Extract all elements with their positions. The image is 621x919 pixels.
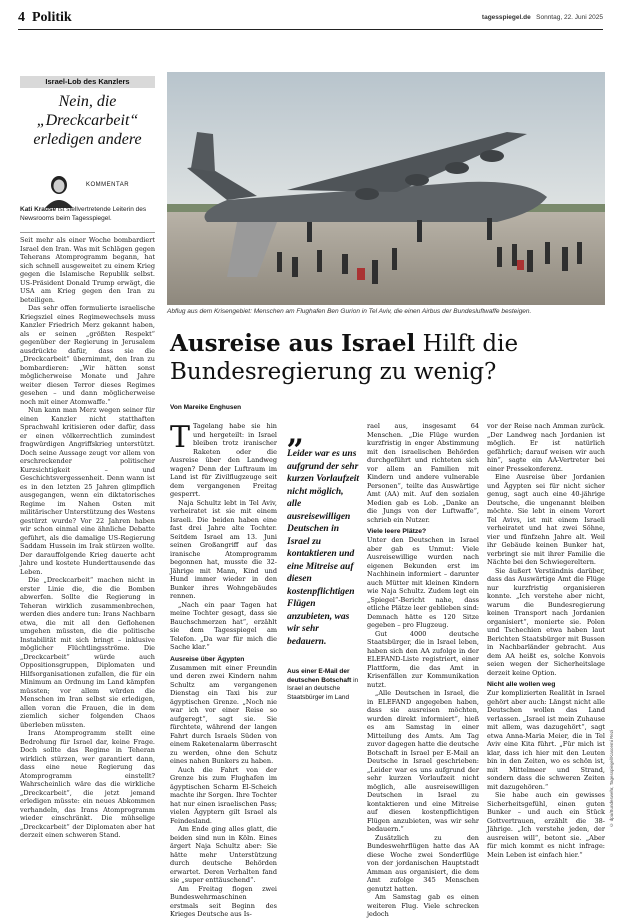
- paragraph: rael aus, insgesamt 64 Menschen. „Die Flüge wurden kurzfristig in enger Abstimmung mit den israelischen Behörden durchgeführt und richteten sich vor allem an Familien mit Kindern und andere vulnerable Personen“, teilte das Auswärtige Amt (AA) mit. Auf den sozialen Medien gab es Lob. „Danke an die Jungs von der Luftwaffe“, schrieb ein Nutzer.: [367, 422, 479, 524]
- paragraph: Sie äußert Verständnis darüber, dass das Auswärtige Amt die Flüge nur kurzfristig organisieren konnte. „Ich verstehe aber nicht, warum die Bundesregierung keinen Transport nach Jordanien organisiert“, monierte sie. Polen und Tschechien etwa haben laut Berichten Staatsbürger mit Bussen in Nachbarländer gebracht. Aus dem AA heißt es, solche Konvois seien wegen der Sicherheitslage derzeit keine Option.: [487, 566, 605, 677]
- photo-caption: Abflug aus dem Krisengebiet: Menschen am Flughafen Ben Gurion in Tel Aviv, die einen Airbus der Bundesluftwaffe besteigen.: [167, 308, 532, 315]
- page-label: 4 Politik: [18, 10, 72, 25]
- paragraph: Unter den Deutschen in Israel aber gab es Unmut: Viele Ausreisewillige wurden nach eigenen Bekunden erst im Nachhinein informiert – darunter auch Mütter mit kleinen Kindern wie Naja Schultz. Zudem legt ein „Spiegel“-Bericht nahe, dass etliche Plätze leer geblieben sind: Demnach hätte es 120 Sitze gegeben – pro Flugzeug.: [367, 536, 479, 629]
- article-col-3: [487, 422, 605, 859]
- comment-title: Nein, die „Dreckcarbeit“ erledigen andere: [33, 93, 142, 148]
- author-photo: [40, 170, 78, 208]
- paragraph: „Alle Deutschen in Israel, die in ELEFAND angegeben haben, dass sie ausreisen möchten, wurden direkt informiert“, hieß es am Samstag in einer Mitteilung des Amts. Am Tag zuvor dagegen hatte die deutsche Botschaft in Israel per E-Mail an Deutsche in Israel geschrieben: „Leider war es uns aufgrund der sehr kurzen Vorlaufzeit nicht möglich, alle ausreisewilligen Deutschen in Israel zu kontaktieren und eine Mitreise auf diesen kostenpflichtigen Flügen anzubieten, was wir sehr bedauern.“: [367, 689, 479, 833]
- paragraph: Nun kann man Merz wegen seiner für einen Kanzler nicht statthaften Sprachwahl kritisieren oder dafür, dass er einen völkerrechtlich zumindest fragwürdigen Angriffskrieg unterstützt. Doch seine Aussage zeugt vor allem von erschreckender politischer Kurzsichtigkeit – und Geschichtsvergessenheit. Denn wann ist es in den letzten 25 Jahren glimpflich ausgegangen, wenn ein diktatorisches Regime im Nahen Osten mit militärischer Unterstützung des Westens gestürzt wurde? Vor 22 Jahren haben wir schon einmal eine ähnliche Debatte geführt, als die damalige US-Regierung Saddam Hussein im Irak stürzen wollte. Der darauffolgende Krieg dauerte acht Jahre und kostete Hunderttausende das Leben.: [20, 406, 155, 576]
- paragraph: Auch die Fahrt von der Grenze bis zum Flughafen im ägyptischen Scharm El-Scheich machte ihr Sorgen. Ihre Tochter hat nur einen israelischen Pass; vielen Ägyptern gilt Israel als Feindesland.: [170, 765, 277, 825]
- subheading: Ausreise über Ägypten: [170, 655, 245, 663]
- article-col-2: [367, 422, 479, 919]
- author-bio: Kati Krause ist stellvertretende Leiterin des Newsrooms beim Tagesspiegel.: [20, 206, 147, 222]
- paragraph: Gut 4000 deutsche Staatsbürger, die in Israel leben, haben sich den AA zufolge in der ELEFAND-Liste registriert, einer Plattform, die das Amt in Krisenfällen zur Kommunikation nutzt.: [367, 629, 479, 689]
- paragraph: Eine Ausreise über Jordanien und Ägypten sei für nicht sicher genug, sagt auch eine 40-jährige Deutsche, die ungenannt bleiben möchte. Sie lebt in einem Vorort Tel Avivs, ist mit einem Israeli verheiratet und hat zwei Söhne, vier und fünfzehn Jahre alt. Weil ihr Gebäude keinen Bunker hat, verbringt sie mit ihrer Familie die Nächte bei den Schwiegereltern.: [487, 473, 605, 566]
- quote-source: Aus einer E-Mail der deutschen Botschaft in Israel an deutsche Staatsbürger im Land: [287, 668, 359, 701]
- divider: [20, 232, 155, 233]
- paragraph: Am Ende ging alles glatt, die beiden sind nun in Köln. Eines ärgert Naja Schultz aber: Sie hätte mehr Unterstützung durch deutsche Behörden erwartet. Deren Verhalten fand sie „super enttäuschend“.: [170, 825, 277, 884]
- paragraph: Naja Schultz lebt in Tel Aviv, verheiratet ist sie mit einem Israeli. Die beiden haben eine fast drei Jahre alte Tochter. Seitdem Israel am 13. Juni seinen Großangriff auf das iranische Atomprogramm begonnen hat, musste die 32-Jährige mit Mann, Kind und Hund immer wieder in den Bunker ihres Wohngebäudes rennen.: [170, 498, 277, 600]
- subheading: Viele leere Plätze?: [367, 528, 427, 535]
- paragraph: Die „Dreckcarbeit“ machen nicht in erster Linie die, die die Bomben abwerfen. Sollte die Regierung in Teheran wirklich zusammenbrechen, werden dies andere tun: Irans Nachbarn etwa, die mit all den Geflohenen umgehen müssten, die die politische Instabilität mit sich bringt – inklusive möglicher Flüchtlingsströme. Die „Dreckcarbeit“ würde auch Oppositionsgruppen, Diplomaten und Hilfsorganisationen zufallen, die für ein Minimum an Ordnung im Land kämpfen müssten; vor allem würden die Menschen im Iran selbst sie erledigen, allen voran die Frauen, die in dem ziemlich sicher folgenden Chaos überleben müssten.: [20, 576, 155, 729]
- article-col-1: [170, 422, 277, 919]
- paragraph: Sie habe auch ein gewisses Sicherheitsgefühl, einen guten Bunker – und auch ein Stück Gottvertrauen, erzählt die 38-Jährige. „Ich verstehe jeden, der ausreisen will“, betont sie. „Aber für mich kommt es nicht infrage: Mein Leben ist einfach hier.“: [487, 791, 605, 859]
- paragraph: „Nach ein paar Tagen hat meine Tochter gesagt, dass sie Bauchschmerzen hat“, erzählt sie dem Tagesspiegel am Telefon. „Da war für mich die Sache klar.“: [170, 600, 277, 651]
- photo-credit: © dpa/Bundeswehr, Tagesspiegel/Kasoemi Rezi: [609, 730, 614, 828]
- page-header: [18, 8, 603, 30]
- paragraph: Das sehr offen formulierte israelische Kriegsziel eines Regimewechsels muss Kanzler Friedrich Merz gekannt haben, als er seinen „größten Respekt“ gegenüber der Regierung in Jerusalem ausdrückte dafür, dass sie die „Dreckcarbeit“ übernimmt, den Iran zu bombardieren: „Wir hätten sonst möglicherweise Monate und Jahre weiter diesen Terror dieses Regimes gesehen – und dann möglicherweise noch mit einer Atomwaffe.“: [20, 304, 155, 406]
- paragraph: Zusammen mit einer Freundin und deren zwei Kindern nahm Schultz am vergangenen Dienstag ein Taxi bis zur ägyptischen Grenze. „Noch nie war ich vor einer Reise so aufgeregt“, sagt sie. Sie fürchtete, während der langen Fahrt durch Israels Süden von einem Raketenalarm überrascht zu werden, ohne den Schutz eines nahen Bunkers zu haben.: [170, 663, 277, 765]
- paragraph: vor der Reise nach Amman zurück. „Der Landweg nach Jordanien ist möglich. Er ist natürlich gefährlich; darauf weisen wir auch hin“, sagte ein AA-Vertreter bei einer Pressekonferenz.: [487, 422, 605, 473]
- pull-quote: [287, 416, 360, 702]
- airport-photo: [167, 72, 605, 305]
- site-date: tagesspiegel.de Sonntag, 22. Juni 2025: [481, 14, 603, 21]
- quote-mark: „: [287, 416, 305, 451]
- paragraph: Zur komplizierten Realität in Israel gehört aber auch: Längst nicht alle Deutschen wollen das Land verlassen. „Israel ist mein Zuhause mit allem, was dazugehört“, sagt etwa Anna-Maria Meier, die in Tel Aviv eine Kita führt. „Für mich ist klar, dass ich hier mit den Leuten bin in den Zeiten, wo es schön ist, mit Mittelmeer und Strand, sondern dass die schweren Zeiten mit dazugehören.“: [487, 689, 605, 791]
- byline: Von Mareike Enghusen: [170, 404, 242, 411]
- paragraph: T Tagelang habe sie hin und hergeteilt: in Israel bleiben trotz iranischer Raketen oder die Ausreise über den Landweg wagen? Denn der Luftraum im Land ist für Zivilflugzeuge seit dem vergangenen Freitag gesperrt.: [170, 420, 277, 498]
- paragraph: Irans Atomprogramm stellt eine Bedrohung für Israel dar, keine Frage. Doch sollte das Regime in Teheran wirklich stürzen, wer garantiert dann, dass eine neue Regierung das Atomprogramm einstellt? Wahrscheinlich wäre das die wirkliche „Dreckcarbeit“, die jetzt jemand erledigen müsste: ein neues Abkommen verhandeln, das Irans Atomprogramm wieder einschränkt. Die mühselige „Dreckcarbeit“ der Diplomaten aber hat derzeit einen schweren Stand.: [20, 729, 155, 839]
- comment-body: [20, 236, 155, 840]
- article-headline: Ausreise aus Israel Hilft die Bundesregierung zu wenig?: [170, 330, 519, 385]
- subheading: Nicht alle wollen weg: [487, 681, 556, 688]
- paragraph: Am Samstag gab es einen weiteren Flug. Viele schrecken jedoch: [367, 893, 479, 918]
- paragraph: Zusätzlich zu den Bundeswehrflügen hatte das AA diese Woche zwei Sonderflüge von der jordanischen Hauptstadt Amman aus organisiert, die dem Amt zufolge 345 Menschen genutzt hatten.: [367, 833, 479, 893]
- comment-kicker: Israel-Lob des Kanzlers: [20, 76, 155, 88]
- comment-label: KOMMENTAR: [86, 182, 130, 188]
- paragraph: Am Freitag flogen zwei Bundeswehrmaschinen erstmals seit Beginn des Krieges Deutsche aus Is-: [170, 884, 277, 918]
- quote-text: Leider war es uns aufgrund der sehr kurzen Vorlaufzeit nicht möglich, alle ausreisewilligen Deutschen in Israel zu kontaktieren und eine Mitreise auf diesen kostenpflichtigen Flügen anzubieten, was wir sehr bedauern.: [287, 449, 360, 647]
- drop-cap: T: [170, 420, 191, 455]
- author-block: [20, 170, 155, 210]
- paragraph: Seit mehr als einer Woche bombardiert Israel den Iran. Was mit Schlägen gegen Teherans Atomprogramm begann, hat sich schnell ausgeweitet zu einem Krieg gegen die Islamische Republik selbst. US-Präsident Donald Trump erwägt, die USA am Krieg gegen den Iran zu beteiligen.: [20, 236, 155, 304]
